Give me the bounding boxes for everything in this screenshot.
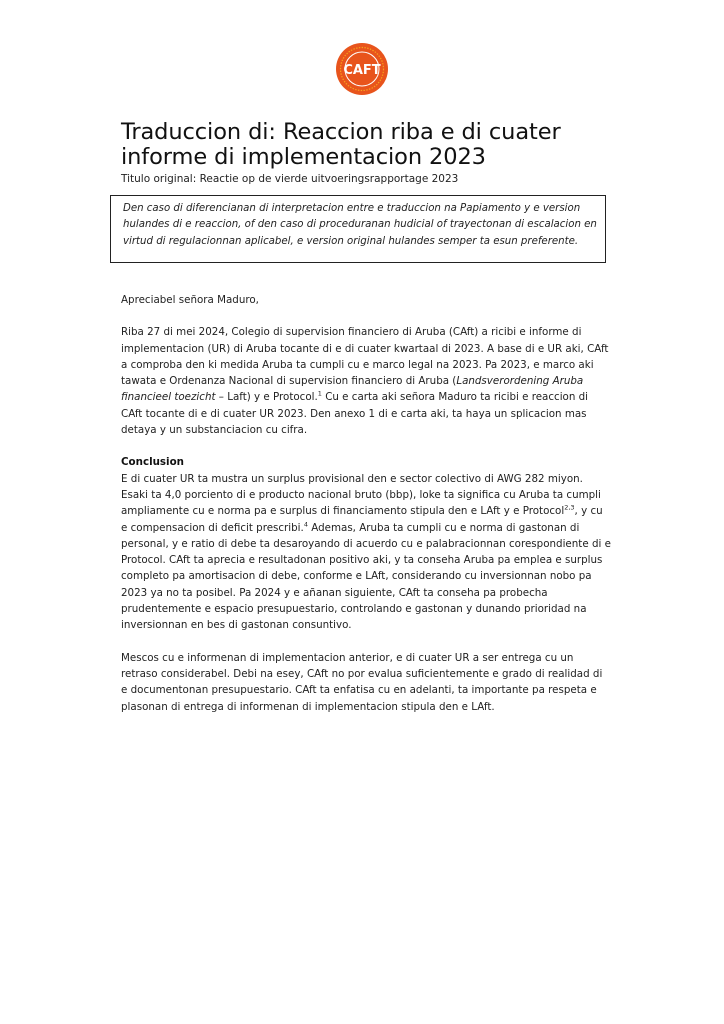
intro-italic-term: Landsverordening Aruba financieel toezicht — [121, 375, 584, 404]
delay-paragraph: Mescos cu e informenan di implementacion anterior, e di cuater UR a ser entrega cu un retraso considerabel. Debi na esey, CAft no por evalua suficientemente e grado di realidad di e documentonan presupuestario. CAft ta enfatisa cu en adelanti, ta importante pa respeta e plasonan di entrega di informenan di implementacion stipula den e LAft. — [121, 651, 603, 713]
disclaimer-box — [110, 195, 606, 263]
page-title — [121, 120, 641, 170]
footnote-ref-4[interactable]: 4 — [303, 520, 308, 529]
conclusion-text-b: , y cu e compensacion di deficit prescribi. — [121, 505, 603, 534]
svg-text:CAFT: CAFT — [343, 63, 381, 78]
original-title: Titulo original: Reactie op de vierde uitvoeringsrapportage 2023 — [121, 173, 459, 185]
caft-logo — [335, 42, 389, 96]
salutation: Apreciabel señora Maduro, — [121, 294, 259, 306]
intro-text-a: Riba 27 di mei 2024, Colegio di supervision financiero di Aruba (CAft) a ricibi e informe di implementacion (UR) di Aruba tocante di e di cuater kwartaal di 2023. A base di e UR aki, CAft a comproba den ki medida Aruba ta cumpli cu e marco legal na 2023. Pa 2023, e marco aki tawata e Ordenanza Nacional di supervision financiero di Aruba ( — [121, 326, 609, 388]
intro-paragraph — [121, 324, 611, 438]
conclusion-text-c: Ademas, Aruba ta cumpli cu e norma di gastonan di personal, y e ratio di debe ta desaroyando di acuerdo cu e palabracionnan corespondiente di e Protocol. CAft ta aprecia e resultadonan positivo aki, y ta conseha Aruba pa emplea e surplus completo pa amortisacion di debe, conforme e LAft, considerando cu inversionnan nobo pa 2023 ya no ta posibel. Pa 2024 y e añanan siguiente, CAft ta conseha pa probecha prudentemente e espacio presupuestario, controlando e gastonan y dunando prioridad na inversionnan en bes di gastonan consuntivo. — [121, 521, 611, 632]
conclusion-paragraph — [121, 471, 611, 634]
conclusion-heading: Conclusion — [121, 456, 184, 469]
letter-body — [121, 292, 611, 715]
title-line-1: Traduccion di: Reaccion riba e di cuater — [121, 119, 561, 145]
intro-text-b: – Laft) y e Protocol. — [215, 391, 318, 404]
intro-text-c: Cu e carta aki señora Maduro ta ricibi e reaccion di CAft tocante di e di cuater UR 2023. Den anexo 1 di e carta aki, ta haya un splicacion mas detaya y un substanciacion cu cifra. — [121, 391, 589, 437]
footnote-ref-2-3[interactable]: 2,3 — [564, 503, 575, 512]
conclusion-text-a: E di cuater UR ta mustra un surplus provisional den e sector colectivo di AWG 282 miyon. Esaki ta 4,0 porciento di e producto nacional bruto (bbp), loke ta significa cu Aruba ta cumpli ampliamente cu e norma pa e surplus di financiamento stipula den e LAft y e Protocol — [121, 472, 601, 518]
title-line-2: informe di implementacion 2023 — [121, 144, 486, 170]
footnote-ref-1[interactable]: 1 — [317, 390, 322, 399]
caft-logo-icon — [335, 42, 389, 96]
disclaimer-text: Den caso di diferencianan di interpretacion entre e traduccion na Papiamento y e version hulandes di e reaccion, of den caso di proceduranan hudicial of trayectonan di escalacion en virtud di regulacionnan aplicabel, e version original hulandes semper ta esun preferente. — [123, 203, 597, 247]
